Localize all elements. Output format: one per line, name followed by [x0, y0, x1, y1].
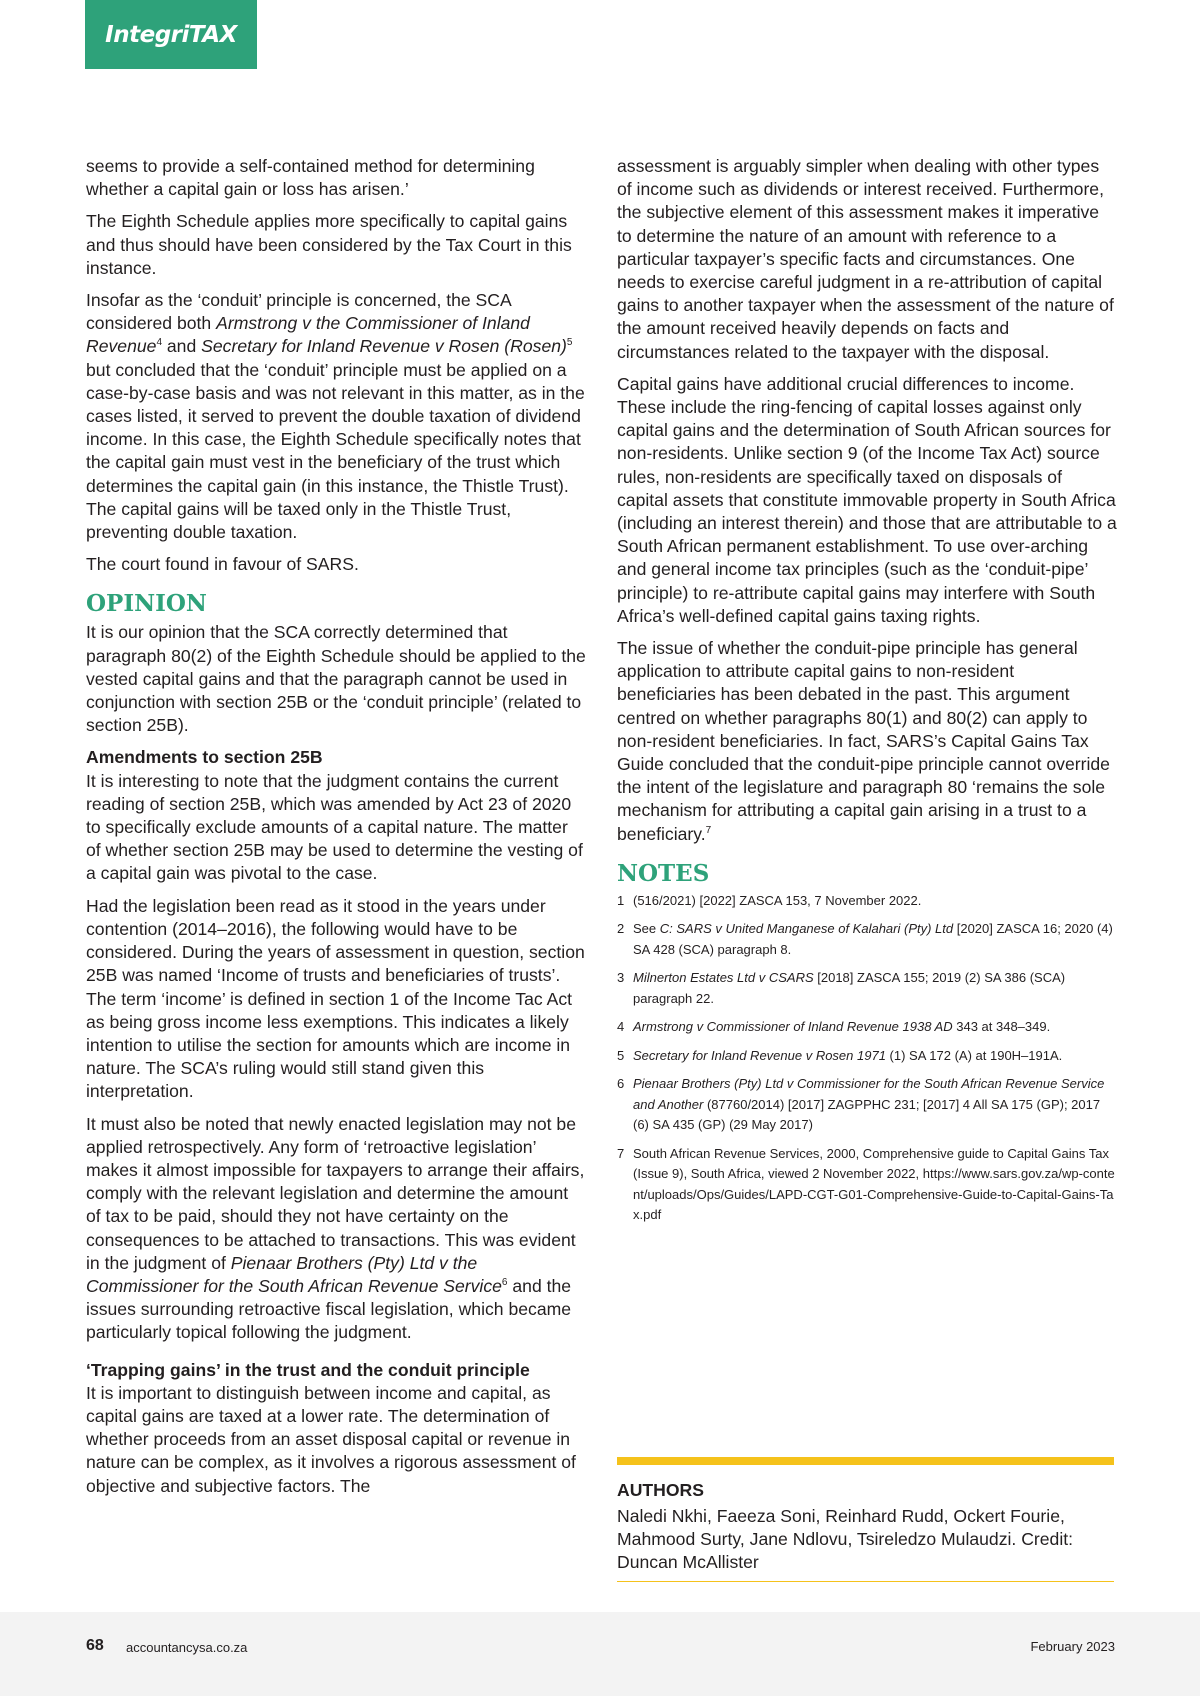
text-run: It must also be noted that newly enacted legislation may not be applied retrospectively. Any form of ‘retroactive legislation’ makes it almost impossible for taxpayers to arrange their affairs, comply with the relevant legislation and determine the amount of tax to be paid, should they not have certainty on the consequences to be attached to transactions. This was evident in the judgment of — [86, 1113, 585, 1273]
page-number: 68 — [86, 1637, 104, 1654]
case-citation: Secretary for Inland Revenue v Rosen 1971 — [633, 1047, 886, 1063]
case-citation: C: SARS v United Manganese of Kalahari (Pty) Ltd — [659, 921, 954, 937]
subheading: Amendments to section 25B — [86, 747, 323, 768]
paragraph — [617, 637, 1117, 846]
footnote-ref: 6 — [501, 1277, 508, 1289]
case-citation: Milnerton Estates Ltd v CSARS — [633, 970, 814, 986]
left-column — [86, 155, 586, 1507]
footnote-ref: 4 — [156, 337, 162, 349]
paragraph: seems to provide a self-contained method for determining whether a capital gain or loss has arisen.’ — [86, 156, 535, 200]
text-run: South African Revenue Services, 2000, Comprehensive guide to Capital Gains Tax (Issue 9), South Africa, viewed 2 November 2022, https://www.sars.gov.za/wp-content/uploads/Ops/Guides/LAPD-CGT-G01-Comprehensive-Guide-to-Capital-Gains-Tax.pdf — [633, 1145, 1115, 1223]
text-run: [2020] ZASCA 16; 2020 (4) SA 428 (SCA) paragraph 8. — [633, 921, 1113, 957]
authors-text: Naledi Nkhi, Faeeza Soni, Reinhard Rudd, Ockert Fourie, Mahmood Surty, Jane Ndlovu, Tsireledzo Mulaudzi. Credit: Duncan McAllister — [617, 1506, 1074, 1573]
footnote-ref: 7 — [705, 824, 712, 836]
brand-logo-text: IntegriTAX — [105, 21, 237, 48]
paragraph: It is interesting to note that the judgment contains the current reading of section 25B, which was amended by Act 23 of 2020 to specifically exclude amounts of a capital nature. The matter of whether section 25B may be used to determine the vesting of a capital gain was pivotal to the case. — [86, 770, 583, 884]
footnote-ref: 5 — [566, 337, 573, 349]
footer-date: February 2023 — [1030, 1639, 1115, 1654]
note-item — [617, 1144, 1117, 1226]
text-run: See — [633, 921, 660, 937]
opinion-heading: OPINION — [86, 590, 207, 618]
notes-list — [617, 891, 1117, 1226]
note-number: 5 — [617, 1047, 625, 1063]
text-run: but concluded that the ‘conduit’ principle must be applied on a case-by-case basis and was not relevant in this matter, as in the cases listed, it served to prevent the double taxation of dividend income. In this case, the Eighth Schedule specifically notes that the capital gain must vest in the beneficiary of the trust which determines the capital gain (in this instance, the Thistle Trust). The capital gains will be taxed only in the Thistle Trust, preventing double taxation. — [86, 359, 585, 543]
note-item — [617, 919, 1117, 960]
brand-logo — [85, 0, 257, 69]
note-number: 6 — [617, 1076, 625, 1092]
text-run: The issue of whether the conduit-pipe principle has general application to attribute capital gains to non-resident beneficiaries has been debated in the past. This argument centred on whether paragraphs 80(1) and 80(2) can apply to non-resident beneficiaries. In fact, SARS’s Capital Gains Tax Guide concluded that the conduit-pipe principle cannot override the intent of the legislature and paragraph 80 ‘remains the sole mechanism for attributing a capital gain arising in a trust to a beneficiary. — [617, 638, 1110, 844]
note-text — [633, 1074, 1117, 1136]
paragraph — [86, 289, 586, 544]
text-run: (1) SA 172 (A) at 190H–191A. — [885, 1047, 1063, 1063]
note-item — [617, 968, 1117, 1009]
note-number: 1 — [617, 892, 625, 908]
notes-heading: NOTES — [617, 859, 710, 887]
note-item — [617, 891, 1117, 912]
authors-heading: AUTHORS — [617, 1480, 704, 1500]
note-number: 4 — [617, 1019, 625, 1035]
text-run: (87760/2014) [2017] ZAGPPHC 231; [2017] 4 All SA 175 (GP); 2017 (6) SA 435 (GP) (29 May 2017) — [633, 1096, 1101, 1133]
note-number: 2 — [617, 921, 625, 937]
text-run: [2018] ZASCA 155; 2019 (2) SA 386 (SCA) paragraph 22. — [633, 970, 1066, 1006]
note-number: 7 — [617, 1145, 625, 1161]
paragraph: Had the legislation been read as it stood in the years under contention (2014–2016), the following would have to be considered. During the years of assessment in question, section 25B was named ‘Income of trusts and beneficiaries of trusts’. The term ‘income’ is defined in section 1 of the Income Tac Act as being gross income less exemptions. This indicates a likely intention to utilise the section for amounts which are income in nature. The SCA’s ruling would still stand given this interpretation. — [86, 895, 585, 1102]
note-number: 3 — [617, 970, 625, 986]
paragraph: The Eighth Schedule applies more specifically to capital gains and thus should have been considered by the Tax Court in this instance. — [86, 211, 572, 278]
subheading: ‘Trapping gains’ in the trust and the conduit principle — [86, 1359, 530, 1380]
note-text — [633, 1046, 1062, 1067]
text-run: Insofar as the ‘conduit’ principle is concerned, the SCA considered both — [86, 290, 511, 334]
note-item — [617, 1074, 1117, 1136]
paragraph: It is important to distinguish between income and capital, as capital gains are taxed at a lower rate. The determination of whether proceeds from an asset disposal capital or revenue in nature can be complex, as it involves a rigorous assessment of objective and subjective factors. The — [86, 1382, 576, 1496]
note-text — [633, 891, 921, 912]
paragraph: It is our opinion that the SCA correctly determined that paragraph 80(2) of the Eighth Schedule should be applied to the vested capital gains and that the paragraph cannot be used in conjunction with section 25B or the ‘conduit principle’ (related to section 25B). — [86, 622, 586, 736]
right-column — [617, 155, 1117, 1234]
note-item — [617, 1046, 1117, 1067]
paragraph: The court found in favour of SARS. — [86, 554, 359, 575]
note-text — [633, 1017, 1050, 1038]
text-run: and the issues surrounding retroactive fiscal legislation, which became particularly topical following the judgment. — [86, 1275, 572, 1343]
case-citation: Secretary for Inland Revenue v Rosen (Rosen) — [201, 336, 567, 357]
text-run: and — [162, 336, 202, 357]
text-run: 343 at 348–349. — [952, 1019, 1051, 1035]
paragraph: assessment is arguably simpler when dealing with other types of income such as dividends or interest received. Furthermore, the subjective element of this assessment makes it imperative to determine the nature of an amount with reference to a particular taxpayer’s specific facts and circumstances. One needs to exercise careful judgment in a re-attribution of capital gains to another taxpayer when the assessment of the nature of the amount received heavily depends on facts and circumstances related to the taxpayer with the disposal. — [617, 156, 1114, 362]
footer-site: accountancysa.co.za — [126, 1640, 248, 1655]
note-text — [633, 968, 1117, 1009]
note-item — [617, 1017, 1117, 1038]
case-citation: Pienaar Brothers (Pty) Ltd v the Commissioner for the South African Revenue Service — [86, 1252, 502, 1296]
case-citation: Armstrong v Commissioner of Inland Revenue 1938 AD — [633, 1019, 953, 1035]
paragraph — [86, 1113, 586, 1345]
note-text — [633, 919, 1117, 960]
case-citation: Pienaar Brothers (Pty) Ltd v Commissioner for the South African Revenue Service and Another — [633, 1076, 1105, 1112]
authors-box — [617, 1457, 1114, 1582]
paragraph: Capital gains have additional crucial differences to income. These include the ring-fencing of capital losses against only capital gains and the determination of South African sources for non-residents. Unlike section 9 (of the Income Tax Act) source rules, non-residents are specifically taxed on disposals of capital assets that constitute immovable property in South Africa (including an interest therein) and those that are attributable to a South African permanent establishment. To use over-arching and general income tax principles (such as the ‘conduit-pipe’ principle) to re-attribute capital gains may interfere with South Africa’s well-defined capital gains taxing rights. — [617, 373, 1117, 626]
text-run: (516/2021) [2022] ZASCA 153, 7 November 2022. — [633, 892, 922, 908]
note-text — [633, 1144, 1117, 1226]
case-citation: Armstrong v the Commissioner of Inland Revenue — [86, 313, 530, 357]
